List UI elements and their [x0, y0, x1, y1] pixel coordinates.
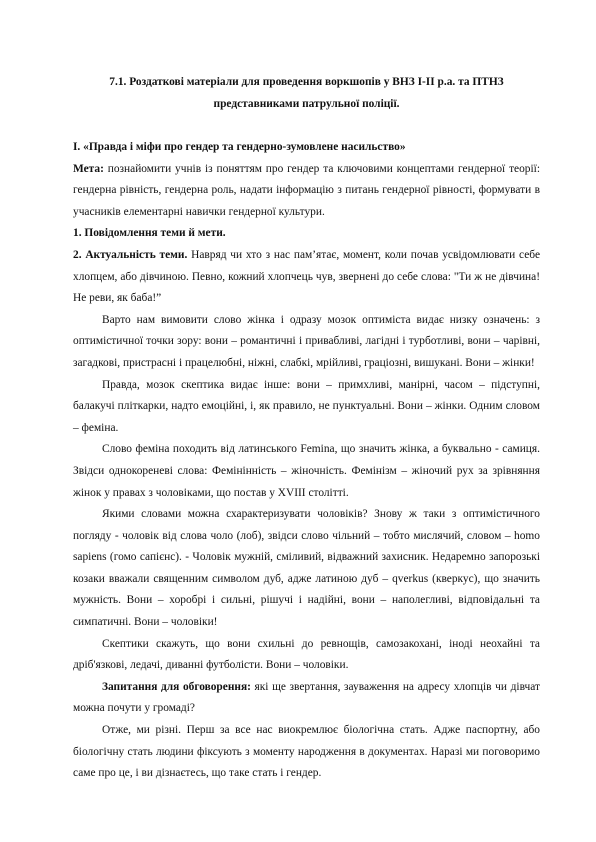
- discussion-question-text: які ще звертання, зауваження на адресу хлопців чи дівчат можна почути у громаді?: [73, 680, 540, 715]
- paragraph-men-skeptic: Скептики скажуть, що вони схильні до ревнощів, самозакохані, іноді неохайні та дріб'язкові, ледачі, диванні футболісти. Вони – чоловіки.: [73, 637, 540, 672]
- paragraph-men-optimist: Якими словами можна схарактеризувати чоловіків? Знову ж таки з оптимістичного погляду - чоловік від слова чоло (лоб), звідси слово чільний – тобто мислячий, словом – homo sapiens (гомо сапієнс). - Чоловік мужній, сміливий, відважний захисник. Недаремно запорозькі козаки вважали священним символом дуб, адже латиною дуб – qverkus (кверкус), що значить мужність. Вони – хоробрі і сильні, рішучі і надійні, вони – наполегливі, відповідальні та симпатичні. Вони – чоловіки!: [73, 508, 540, 629]
- heading-line-1: 7.1. Роздаткові матеріали для проведення воркшопів у ВНЗ І-ІІ р.а. та ПТНЗ: [109, 76, 504, 88]
- heading-line-2: представниками патрульної поліції.: [213, 98, 400, 110]
- paragraph-women-skeptic: Правда, мозок скептика видає інше: вони – примхливі, манірні, часом – підступні, балакучі пліткарки, надто емоційні, і, як правило, не пунктуальні. Вони – жінки. Одним словом – феміна.: [73, 378, 540, 434]
- document-heading: [73, 71, 540, 115]
- goal-text: познайомити учнів із поняттям про гендер та ключовими концептами гендерної теорії: гендерна рівність, гендерна роль, надати інформацію з питань гендерної рівності, формувати в учасників елементарні навички гендерної культури.: [73, 162, 540, 218]
- discussion-question-label: Запитання для обговорення:: [102, 680, 251, 693]
- goal-paragraph: [73, 159, 540, 224]
- discussion-question-paragraph: [73, 677, 540, 720]
- item-2-text: Навряд чи хто з нас пам’ятає, момент, коли почав усвідомлювати себе хлопцем, або дівчиною. Певно, кожний хлопчець чув, звернені до себе слова: "Ти ж не дівчина! Не реви, як баба!”: [73, 248, 541, 305]
- item-2-paragraph: [73, 245, 540, 310]
- paragraph-femina: Слово феміна походить від латинського Femina, що значить жінка, а буквально - самиця. Звідси однокореневі слова: Фемінінність – жіночність. Фемінізм – жіночий рух за зрівняння жінок у правах з чоловіками, що постав у XVIII столітті.: [73, 443, 540, 499]
- paragraph-women-optimist: Варто нам вимовити слово жінка і одразу мозок оптиміста видає низку означень: з оптимістичної точки зору: вони – романтичні і привабливі, лагідні і турботливі, вони – чарівні, загадкові, пристрасні і працелюбні, ніжні, слабкі, мрійливі, граціозні, вишукані. Вони – жінки!: [73, 313, 540, 369]
- item-1: 1. Повідомлення теми й мети.: [73, 227, 226, 240]
- goal-label: Мета:: [73, 162, 104, 175]
- item-2-label: 2. Актуальність теми.: [73, 248, 188, 261]
- section-title: І. «Правда і міфи про гендер та гендерно-зумовлене насильство»: [73, 141, 406, 153]
- paragraph-biological-sex: Отже, ми різні. Перш за все нас виокремлює біологічна стать. Адже паспортну, або біологічну стать людини фіксують з моменту народження в документах. Наразі ми поговоримо саме про це, і ви дізнаєтесь, що таке стать і гендер.: [73, 724, 540, 780]
